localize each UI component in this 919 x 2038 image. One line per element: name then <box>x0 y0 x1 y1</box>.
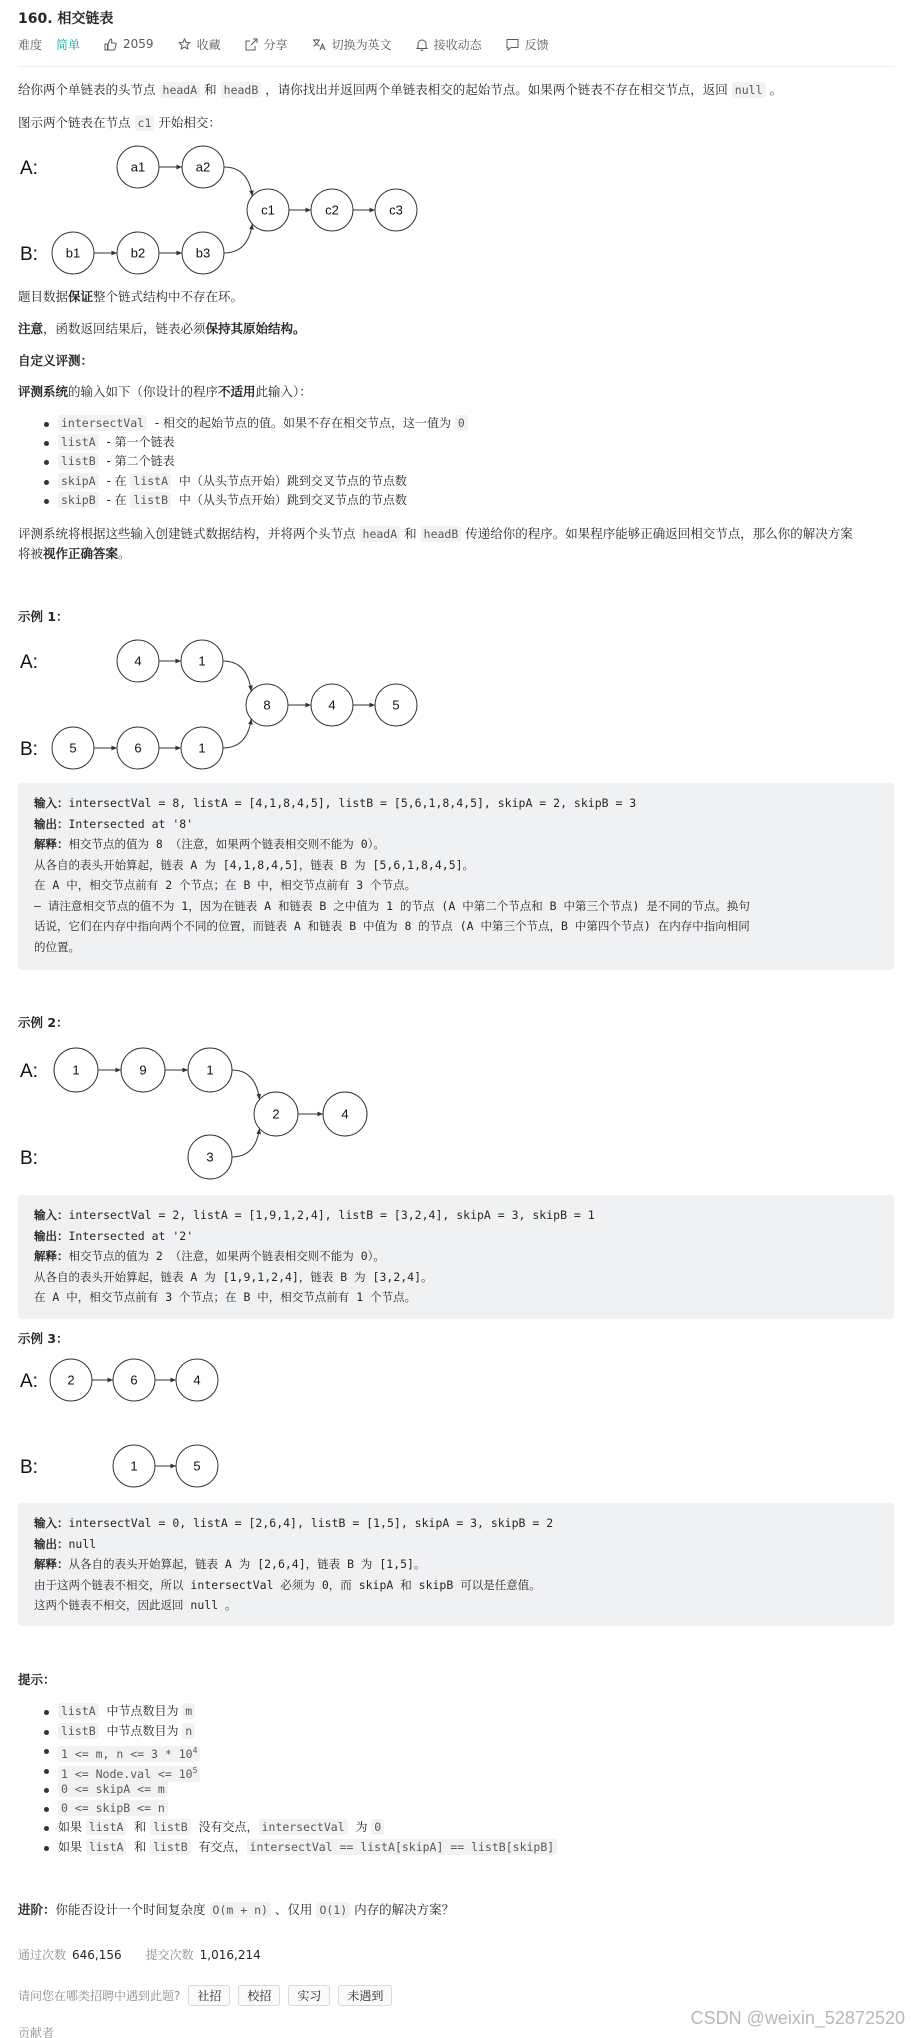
node-label: 1 <box>130 1458 138 1474</box>
note-bold: 不适用 <box>218 384 256 399</box>
hint-code: listA <box>86 1819 127 1835</box>
merge-arrow <box>232 1070 260 1099</box>
example3-title: 示例 3： <box>18 1331 69 1346</box>
example1-title: 示例 1： <box>18 609 69 624</box>
arrow-head <box>176 251 182 256</box>
favorite-button[interactable] <box>178 36 221 53</box>
note-keep-structure <box>18 320 306 338</box>
key: 输出： <box>34 816 69 831</box>
hint-code: listB <box>150 1819 191 1835</box>
input-code: skipB <box>58 492 99 508</box>
node-label: 6 <box>134 740 142 756</box>
key: 输出： <box>34 1228 69 1243</box>
arrow-head <box>176 165 182 170</box>
hint-text: 有交点， <box>194 1840 247 1854</box>
submission-stats <box>18 1946 285 1963</box>
input-code: skipA <box>58 473 99 489</box>
advanced-question <box>18 1901 454 1919</box>
judge-system-intro <box>18 383 312 401</box>
arrow-head <box>111 746 117 751</box>
judge-text: 。 <box>118 546 131 561</box>
favorite-label: 收藏 <box>196 37 221 52</box>
value: Intersected at '2' <box>68 1228 194 1243</box>
feedback-label: 反馈 <box>524 37 549 52</box>
hint-code <box>58 1766 200 1782</box>
list-b-label: B: <box>20 1457 38 1478</box>
hint-code-text: 1 <= m, n <= 3 * 10 <box>61 1746 193 1761</box>
node-label: 1 <box>198 740 206 756</box>
thumbs-up-icon <box>104 38 117 51</box>
interview-question <box>18 1985 392 2006</box>
caption-text: 图示两个链表在节点 <box>18 115 131 130</box>
arrow-head <box>107 1378 113 1383</box>
value: 相交节点的值为 8 （注意，如果两个链表相交则不能为 0）。 <box>68 837 385 851</box>
input-desc: 中（从头节点开始）跳到交叉节点的节点数 <box>175 474 407 488</box>
example1-codebox <box>18 783 894 970</box>
list-a-label: A: <box>20 158 38 179</box>
hint-item <box>58 1839 561 1856</box>
advanced-text: 你能否设计一个时间复杂度 <box>55 1902 206 1917</box>
feedback-button[interactable] <box>506 36 549 53</box>
value: 相交节点的值为 2 （注意，如果两个链表相交则不能为 0）。 <box>68 1249 385 1263</box>
node-label: c3 <box>389 202 403 218</box>
node-label: 2 <box>272 1106 280 1122</box>
note-bold: 评测系统 <box>18 384 69 399</box>
node-label: 8 <box>263 697 271 713</box>
example3-line: 这两个链表不相交，因此返回 null 。 <box>34 1598 237 1612</box>
pass-label: 通过次数 <box>18 1948 67 1962</box>
example1-input <box>34 793 878 814</box>
hint-text: 中节点数目为 <box>102 1704 183 1718</box>
hint-code <box>58 1746 200 1762</box>
merge-arrow <box>223 719 251 748</box>
difficulty <box>18 36 80 53</box>
note-bold: 保持其原始结构 <box>205 321 294 336</box>
page-title: 160. 相交链表 <box>18 11 114 27</box>
list-a-label: A: <box>20 1371 38 1392</box>
judge-text: 评测系统将根据这些输入创建链式数据结构，并将两个头节点 <box>18 526 356 541</box>
difficulty-label: 难度 <box>18 37 43 52</box>
node-label: 2 <box>67 1372 75 1388</box>
hint-item <box>58 1742 204 1763</box>
hint-code: intersectVal == listA[skipA] == listB[skipB] <box>247 1839 558 1855</box>
main-intersection-diagram <box>0 140 919 280</box>
example3-diagram <box>0 1355 919 1495</box>
switch-language-button[interactable] <box>312 36 392 53</box>
input-desc: 中（从头节点开始）跳到交叉节点的节点数 <box>175 493 407 507</box>
custom-judge-heading: 自定义评测： <box>18 353 94 368</box>
difficulty-badge: 简单 <box>56 37 81 52</box>
input-code: listA <box>130 473 171 489</box>
intro-text: ，请你找出并返回两个单链表相交的起始节点。如果两个链表不存在相交节点，返回 <box>265 82 728 97</box>
code-null: null <box>732 82 766 98</box>
input-desc: - 相交的起始节点的值。如果不存在相交节点，这一值为 <box>151 416 455 430</box>
example3-line: 由于这两个链表不相交，所以 intersectVal 必须为 0，而 skipA 和 skipB 可以是任意值。 <box>34 1577 541 1592</box>
subscribe-button[interactable] <box>416 36 482 53</box>
arrow-head <box>305 703 311 708</box>
arrow-head <box>305 208 311 213</box>
hint-code: 0 <= skipA <= m <box>58 1781 168 1797</box>
tag-social-recruit[interactable]: 社招 <box>188 1985 230 2006</box>
example3-input <box>34 1513 878 1534</box>
submit-value: 1,016,214 <box>199 1948 261 1962</box>
value: null <box>68 1536 97 1551</box>
code-headA: headA <box>360 526 401 542</box>
csdn-watermark: CSDN @weixin_52872520 <box>690 2008 905 2028</box>
note-text: 此输入）： <box>255 384 312 399</box>
hint-code: intersectVal <box>259 1819 348 1835</box>
hint-item <box>58 1703 199 1720</box>
node-label: 1 <box>198 653 206 669</box>
arrow-head <box>111 251 117 256</box>
example1-output <box>34 814 878 835</box>
key: 输入： <box>34 1516 69 1530</box>
share-icon <box>245 38 258 51</box>
example2-input <box>34 1205 878 1226</box>
example1-line: 话说，它们在内存中指向两个不同的位置，而链表 A 和链表 B 中值为 8 的节点 (A 中第三个节点，B 中第四个节点) 在内存中指向相同 <box>34 919 750 933</box>
example1-line: — 请注意相交节点的值不为 1，因为在链表 A 和链表 B 之中值为 1 的节点 (A 中第二个节点和 B 中第三个节点) 是不同的节点。换句 <box>34 898 750 913</box>
example2-explain <box>34 1246 878 1267</box>
input-desc: - 在 <box>102 493 131 507</box>
advanced-text: 、仅用 <box>274 1902 313 1917</box>
input-code: listB <box>130 492 171 508</box>
feedback-icon <box>506 38 519 51</box>
hint-item <box>58 1781 172 1798</box>
hint-sup: 5 <box>192 1766 198 1775</box>
input-desc: - 第二个链表 <box>102 454 175 468</box>
note-bold: 保证 <box>68 289 94 304</box>
contributors-label: 贡献者 <box>18 2026 55 2038</box>
list-a-label: A: <box>20 1061 38 1082</box>
hint-code: listA <box>58 1703 99 1719</box>
node-label: 4 <box>193 1372 201 1388</box>
node-label: 3 <box>206 1149 214 1165</box>
node-label: 5 <box>69 740 77 756</box>
judge-explanation-line1 <box>18 525 853 543</box>
advanced-bold: 进阶： <box>18 1902 56 1917</box>
note-text: 整个链式结构中不存在环。 <box>93 289 244 304</box>
note-text: 。 <box>293 321 306 336</box>
intro-text: 给你两个单链表的头节点 <box>18 82 156 97</box>
merge-arrow <box>224 224 252 253</box>
note-no-cycle <box>18 288 243 306</box>
arrow-head <box>175 659 181 664</box>
advanced-code: O(m + n) <box>210 1902 271 1918</box>
arrow-head <box>182 1068 188 1073</box>
hint-code: n <box>182 1723 195 1739</box>
hint-code: 0 <box>371 1819 384 1835</box>
input-code: listA <box>58 434 99 450</box>
example2-title: 示例 2： <box>18 1015 69 1030</box>
example2-diagram <box>0 1040 919 1190</box>
header-divider <box>18 66 894 67</box>
like-button[interactable] <box>104 37 154 51</box>
hint-text: 和 <box>130 1820 151 1834</box>
intro-paragraph <box>18 81 782 99</box>
hint-text: 和 <box>130 1840 151 1854</box>
arrow-head <box>317 1112 323 1117</box>
node-label: c1 <box>261 202 275 218</box>
arrow-head <box>170 1378 176 1383</box>
example2-line: 从各自的表头开始算起，链表 A 为 [1,9,1,2,4]，链表 B 为 [3,2,4]。 <box>34 1269 433 1284</box>
hint-code: listB <box>150 1839 191 1855</box>
hint-item <box>58 1723 199 1740</box>
advanced-code: O(1) <box>316 1902 350 1918</box>
note-text: 的输入如下（你设计的程序 <box>68 384 219 399</box>
note-text: ，函数返回结果后，链表必须 <box>43 321 206 336</box>
key: 输入： <box>34 1208 69 1222</box>
value: intersectVal = 0, listA = [2,6,4], listB = [1,5], skipA = 3, skipB = 2 <box>68 1516 554 1530</box>
share-button[interactable] <box>245 36 288 53</box>
list-b-label: B: <box>20 1148 38 1169</box>
judge-text: 传递给你的程序。如果程序能够正确返回相交节点，那么你的解决方案 <box>465 526 853 541</box>
list-b-label: B: <box>20 739 38 760</box>
note-text: 题目数据 <box>18 289 69 304</box>
node-label: 4 <box>341 1106 349 1122</box>
node-label: b2 <box>130 245 146 261</box>
hint-sup: 4 <box>192 1746 198 1755</box>
hint-text: 为 <box>351 1820 372 1834</box>
input-item <box>58 492 407 509</box>
submit-label: 提交次数 <box>145 1948 194 1962</box>
key: 解释： <box>34 1557 69 1571</box>
example1-line: 在 A 中，相交节点前有 2 个节点；在 B 中，相交节点前有 3 个节点。 <box>34 878 417 892</box>
input-item <box>58 453 175 470</box>
value: intersectVal = 8, listA = [4,1,8,4,5], listB = [5,6,1,8,4,5], skipA = 2, skipB = 3 <box>68 796 637 810</box>
figure-caption <box>18 114 221 132</box>
example3-explain <box>34 1554 878 1575</box>
hints-title: 提示： <box>18 1672 56 1687</box>
hint-code: 0 <= skipB <= n <box>58 1800 168 1816</box>
hint-text: 如果 <box>58 1820 86 1834</box>
example1-line: 的位置。 <box>34 939 80 954</box>
example3-codebox <box>18 1503 894 1626</box>
input-code: listB <box>58 453 99 469</box>
hint-text: 如果 <box>58 1840 86 1854</box>
problem-toolbar <box>18 34 573 54</box>
input-desc: - 第一个链表 <box>102 435 175 449</box>
example2-output <box>34 1226 878 1247</box>
judge-bold: 视作正确答案 <box>43 546 119 561</box>
bell-icon <box>416 38 428 51</box>
tag-campus-recruit[interactable]: 校招 <box>238 1985 280 2006</box>
hint-code: listB <box>58 1723 99 1739</box>
node-label: c2 <box>325 202 339 218</box>
code-c1: c1 <box>135 115 155 131</box>
code-headB: headB <box>421 526 462 542</box>
note-bold: 注意 <box>18 321 44 336</box>
input-desc: - 在 <box>102 474 131 488</box>
example1-diagram <box>0 632 919 772</box>
arrow-head <box>170 1464 176 1469</box>
merge-arrow <box>232 1129 260 1157</box>
pass-value: 646,156 <box>72 1948 122 1962</box>
node-label: 9 <box>139 1062 147 1078</box>
node-label: 1 <box>206 1062 214 1078</box>
example1-explain <box>34 834 878 855</box>
node-label: 6 <box>130 1372 138 1388</box>
example3-output <box>34 1534 878 1555</box>
intro-text: 。 <box>769 82 783 97</box>
hint-code: listA <box>86 1839 127 1855</box>
list-b-label: B: <box>20 244 38 265</box>
hint-item <box>58 1800 172 1817</box>
advanced-text: 内存的解决方案？ <box>354 1902 455 1917</box>
node-label: b1 <box>65 245 81 261</box>
merge-arrow <box>223 661 251 691</box>
input-item <box>58 473 407 490</box>
hint-item <box>58 1762 204 1783</box>
node-label: 4 <box>134 653 142 669</box>
list-a-label: A: <box>20 652 38 673</box>
node-label: a1 <box>130 159 146 175</box>
key: 输出： <box>34 1536 69 1551</box>
judge-explanation-line2 <box>18 545 131 563</box>
node-label: 1 <box>72 1062 80 1078</box>
input-code: intersectVal <box>58 415 147 431</box>
example2-line: 在 A 中，相交节点前有 3 个节点；在 B 中，相交节点前有 1 个节点。 <box>34 1290 417 1304</box>
input-item <box>58 434 175 451</box>
hint-text: 没有交点， <box>194 1820 259 1834</box>
node-label: 4 <box>328 697 336 713</box>
input-code: 0 <box>455 415 468 431</box>
like-count: 2059 <box>123 37 154 51</box>
merge-arrow <box>224 167 252 196</box>
tag-not-encountered[interactable]: 未遇到 <box>338 1985 392 2006</box>
input-item <box>58 415 472 432</box>
translate-icon <box>312 38 326 51</box>
arrow-head <box>115 1068 121 1073</box>
intro-text: 和 <box>204 82 217 97</box>
interview-question-text: 请问您在哪类招聘中遇到此题? <box>18 1989 181 2003</box>
tag-internship[interactable]: 实习 <box>288 1985 330 2006</box>
value: Intersected at '8' <box>68 816 194 831</box>
example1-line: 从各自的表头开始算起，链表 A 为 [4,1,8,4,5]，链表 B 为 [5,6,1,8,4,5]。 <box>34 857 475 872</box>
judge-text: 和 <box>404 526 417 541</box>
subscribe-label: 接收动态 <box>433 37 482 52</box>
arrow-head <box>175 746 181 751</box>
share-label: 分享 <box>263 37 288 52</box>
node-label: b3 <box>195 245 211 261</box>
star-icon <box>178 38 191 51</box>
key: 解释： <box>34 1249 69 1263</box>
judge-text: 将被 <box>18 546 44 561</box>
code-headB: headB <box>221 82 262 98</box>
hint-text: 中节点数目为 <box>102 1724 183 1738</box>
hint-code: m <box>182 1703 195 1719</box>
hint-code-text: 1 <= Node.val <= 10 <box>61 1766 193 1781</box>
example2-codebox <box>18 1195 894 1319</box>
code-headA: headA <box>160 82 201 98</box>
switch-language-label: 切换为英文 <box>331 37 392 52</box>
arrow-head <box>369 208 375 213</box>
value: intersectVal = 2, listA = [1,9,1,2,4], listB = [3,2,4], skipA = 3, skipB = 1 <box>68 1208 595 1222</box>
arrow-head <box>369 703 375 708</box>
node-label: 5 <box>392 697 400 713</box>
caption-text: 开始相交： <box>158 115 221 130</box>
value: 从各自的表头开始算起，链表 A 为 [2,6,4]，链表 B 为 [1,5]。 <box>68 1557 426 1571</box>
key: 输入： <box>34 796 69 810</box>
node-label: 5 <box>193 1458 201 1474</box>
hint-item <box>58 1819 388 1836</box>
node-label: a2 <box>195 159 211 175</box>
key: 解释： <box>34 837 69 851</box>
